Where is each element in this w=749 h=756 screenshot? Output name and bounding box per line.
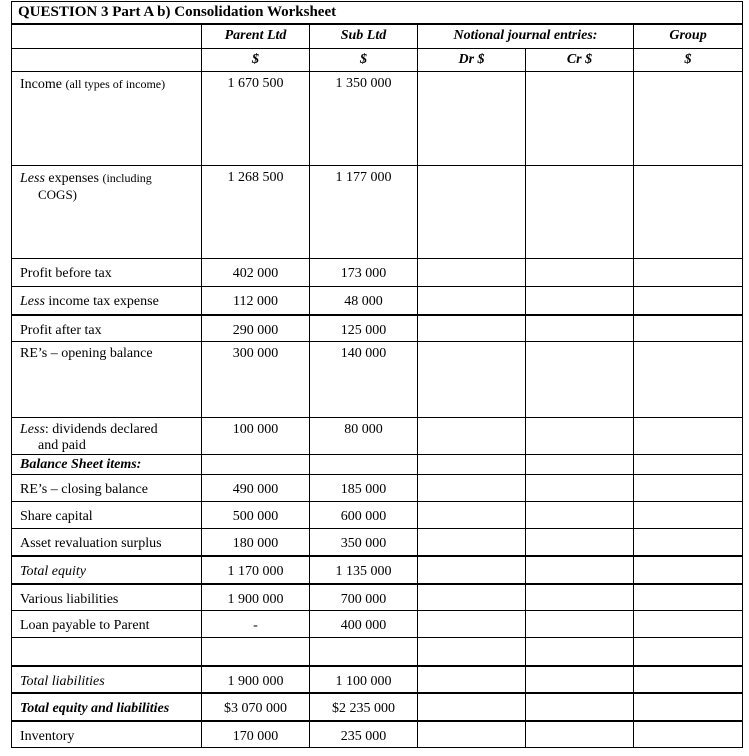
re-closing-dr: [418, 475, 526, 502]
pbt-dr: [418, 259, 526, 287]
total-liabilities-group: [634, 666, 743, 693]
dividends-sub: 80 000: [310, 418, 418, 455]
inventory-sub: 235 000: [310, 721, 418, 748]
inventory-dr: [418, 721, 526, 748]
pbt-label: Profit before tax: [12, 259, 202, 287]
row-inventory: [12, 721, 743, 748]
total-eq-liab-parent: $3 070 000: [202, 693, 310, 721]
row-income: [12, 72, 743, 166]
expenses-dr: [418, 166, 526, 259]
tax-parent: 112 000: [202, 287, 310, 315]
share-capital-sub: 600 000: [310, 502, 418, 529]
row-re-opening: [12, 342, 743, 418]
consolidation-worksheet: [11, 1, 743, 748]
re-opening-label: RE’s – opening balance: [12, 342, 202, 418]
header-notional: Notional journal entries:: [418, 24, 634, 49]
blank-cr: [526, 638, 634, 666]
loan-cr: [526, 611, 634, 638]
header-blank: [12, 49, 202, 72]
liabilities-parent: 1 900 000: [202, 584, 310, 611]
header-cr: Cr $: [526, 49, 634, 72]
expenses-cr: [526, 166, 634, 259]
parent-currency: $: [202, 49, 310, 72]
bs-heading-group: [634, 455, 743, 475]
inventory-cr: [526, 721, 634, 748]
row-loan-payable: [12, 611, 743, 638]
inventory-label: Inventory: [12, 721, 202, 748]
loan-dr: [418, 611, 526, 638]
liabilities-group: [634, 584, 743, 611]
share-capital-group: [634, 502, 743, 529]
expenses-label: Less expenses (including COGS): [12, 166, 202, 259]
bs-heading-sub: [310, 455, 418, 475]
header-parent: Parent Ltd: [202, 24, 310, 49]
revaluation-parent: 180 000: [202, 529, 310, 556]
liabilities-dr: [418, 584, 526, 611]
re-opening-dr: [418, 342, 526, 418]
liabilities-cr: [526, 584, 634, 611]
pat-label: Profit after tax: [12, 315, 202, 342]
tax-cr: [526, 287, 634, 315]
re-opening-group: [634, 342, 743, 418]
total-eq-liab-sub: $2 235 000: [310, 693, 418, 721]
re-closing-cr: [526, 475, 634, 502]
balance-sheet-heading: Balance Sheet items:: [12, 455, 202, 475]
expenses-sub: 1 177 000: [310, 166, 418, 259]
tax-label: Less income tax expense: [12, 287, 202, 315]
revaluation-label: Asset revaluation surplus: [12, 529, 202, 556]
blank-group: [634, 638, 743, 666]
income-label: Income (all types of income): [12, 72, 202, 166]
inventory-group: [634, 721, 743, 748]
share-capital-dr: [418, 502, 526, 529]
header-sub: Sub Ltd: [310, 24, 418, 49]
income-parent: 1 670 500: [202, 72, 310, 166]
bs-heading-dr: [418, 455, 526, 475]
pbt-cr: [526, 259, 634, 287]
share-capital-parent: 500 000: [202, 502, 310, 529]
pat-parent: 290 000: [202, 315, 310, 342]
row-expenses: [12, 166, 743, 259]
re-opening-sub: 140 000: [310, 342, 418, 418]
blank-label: [12, 638, 202, 666]
loan-parent: -: [202, 611, 310, 638]
tax-sub: 48 000: [310, 287, 418, 315]
total-eq-liab-label: Total equity and liabilities: [12, 693, 202, 721]
bs-heading-parent: [202, 455, 310, 475]
row-various-liabilities: [12, 584, 743, 611]
total-liabilities-cr: [526, 666, 634, 693]
share-capital-cr: [526, 502, 634, 529]
income-cr: [526, 72, 634, 166]
row-share-capital: [12, 502, 743, 529]
pat-group: [634, 315, 743, 342]
expenses-parent: 1 268 500: [202, 166, 310, 259]
liabilities-label: Various liabilities: [12, 584, 202, 611]
pbt-sub: 173 000: [310, 259, 418, 287]
total-eq-liab-dr: [418, 693, 526, 721]
tax-dr: [418, 287, 526, 315]
blank-sub: [310, 638, 418, 666]
dividends-group: [634, 418, 743, 455]
total-liabilities-sub: 1 100 000: [310, 666, 418, 693]
dividends-dr: [418, 418, 526, 455]
row-revaluation-surplus: [12, 529, 743, 556]
income-group: [634, 72, 743, 166]
total-equity-cr: [526, 556, 634, 584]
re-closing-label: RE’s – closing balance: [12, 475, 202, 502]
pat-dr: [418, 315, 526, 342]
blank-dr: [418, 638, 526, 666]
total-eq-liab-cr: [526, 693, 634, 721]
pbt-group: [634, 259, 743, 287]
total-liabilities-parent: 1 900 000: [202, 666, 310, 693]
bs-heading-cr: [526, 455, 634, 475]
liabilities-sub: 700 000: [310, 584, 418, 611]
pbt-parent: 402 000: [202, 259, 310, 287]
tax-group: [634, 287, 743, 315]
group-currency: $: [634, 49, 743, 72]
total-equity-label: Total equity: [12, 556, 202, 584]
expenses-group: [634, 166, 743, 259]
header-group: Group: [634, 24, 743, 49]
total-liabilities-dr: [418, 666, 526, 693]
row-re-closing: [12, 475, 743, 502]
loan-label: Loan payable to Parent: [12, 611, 202, 638]
dividends-label: Less: dividends declared and paid: [12, 418, 202, 455]
row-profit-after-tax: [12, 315, 743, 342]
revaluation-group: [634, 529, 743, 556]
revaluation-dr: [418, 529, 526, 556]
share-capital-label: Share capital: [12, 502, 202, 529]
header-row-2: [12, 49, 743, 72]
income-dr: [418, 72, 526, 166]
row-balance-sheet-heading: [12, 455, 743, 475]
row-dividends: [12, 418, 743, 455]
total-equity-dr: [418, 556, 526, 584]
row-total-liabilities: [12, 666, 743, 693]
row-blank: [12, 638, 743, 666]
worksheet-table: [11, 1, 743, 748]
total-equity-group: [634, 556, 743, 584]
header-row-1: [12, 24, 743, 49]
header-dr: Dr $: [418, 49, 526, 72]
revaluation-sub: 350 000: [310, 529, 418, 556]
sub-currency: $: [310, 49, 418, 72]
loan-group: [634, 611, 743, 638]
header-blank: [12, 24, 202, 49]
inventory-parent: 170 000: [202, 721, 310, 748]
total-equity-sub: 1 135 000: [310, 556, 418, 584]
pat-sub: 125 000: [310, 315, 418, 342]
re-closing-sub: 185 000: [310, 475, 418, 502]
re-opening-cr: [526, 342, 634, 418]
worksheet-title: QUESTION 3 Part A b) Consolidation Worksheet: [12, 2, 743, 24]
dividends-cr: [526, 418, 634, 455]
pat-cr: [526, 315, 634, 342]
total-equity-parent: 1 170 000: [202, 556, 310, 584]
row-total-equity-liabilities: [12, 693, 743, 721]
re-closing-parent: 490 000: [202, 475, 310, 502]
row-total-equity: [12, 556, 743, 584]
loan-sub: 400 000: [310, 611, 418, 638]
total-liabilities-label: Total liabilities: [12, 666, 202, 693]
row-profit-before-tax: [12, 259, 743, 287]
blank-parent: [202, 638, 310, 666]
total-eq-liab-group: [634, 693, 743, 721]
revaluation-cr: [526, 529, 634, 556]
row-income-tax: [12, 287, 743, 315]
re-opening-parent: 300 000: [202, 342, 310, 418]
re-closing-group: [634, 475, 743, 502]
income-sub: 1 350 000: [310, 72, 418, 166]
dividends-parent: 100 000: [202, 418, 310, 455]
